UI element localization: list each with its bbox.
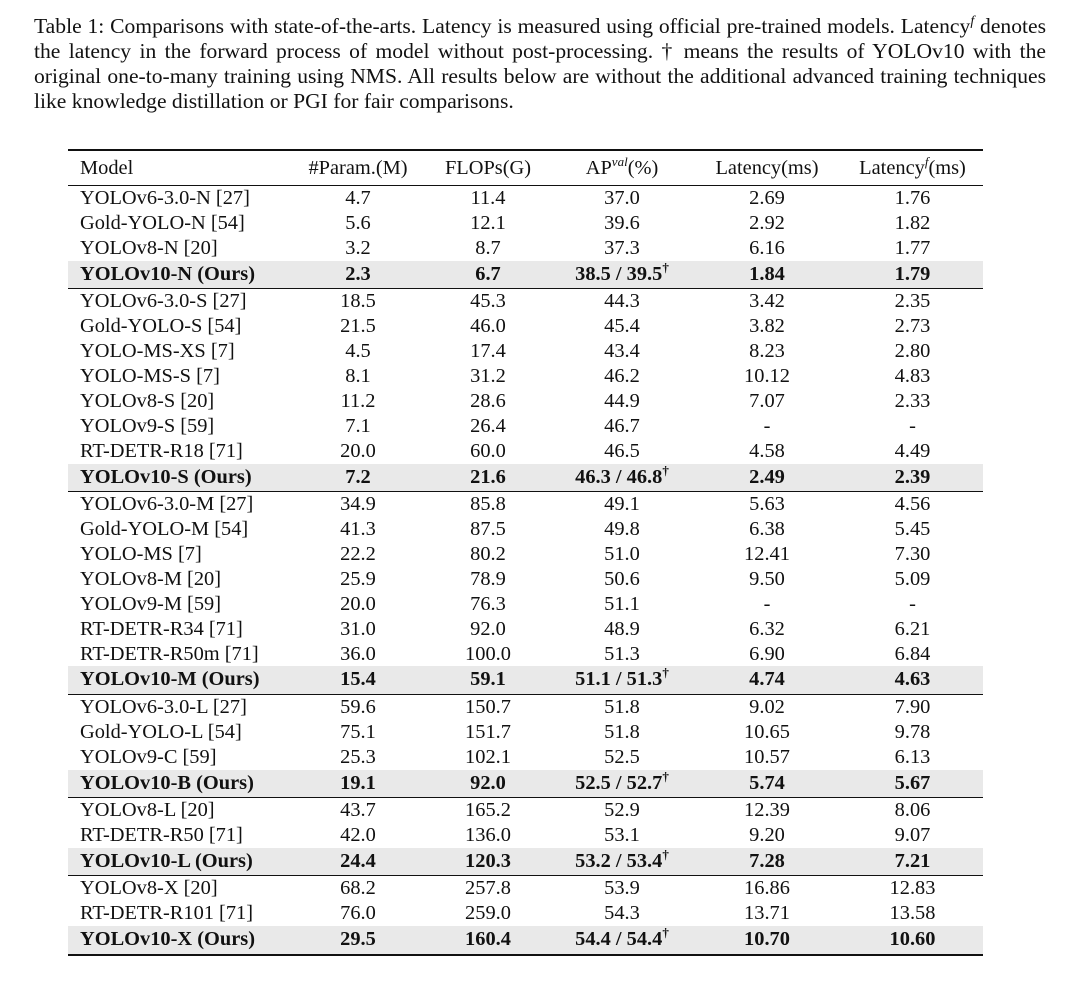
table-row-ours: [68, 464, 983, 492]
cell-params: 34.9: [340, 493, 376, 516]
cell-flops: 80.2: [470, 542, 506, 565]
cell-model: YOLOv8-X [20]: [80, 877, 218, 900]
cell-latency-f: 5.09: [894, 567, 931, 590]
table-row: [68, 339, 983, 364]
cell-ap-value: 54.4 / 54.4: [575, 928, 663, 951]
cell-params: 18.5: [340, 290, 376, 313]
cell-ap: 37.3: [604, 236, 640, 259]
cell-latency: 3.82: [749, 315, 785, 338]
caption-superscript-f: f: [970, 13, 975, 29]
cell-flops: 165.2: [465, 799, 511, 822]
cell-ap-value: 52.5 / 52.7: [575, 771, 663, 794]
cell-latency: 2.49: [692, 464, 842, 492]
cell-latency: 7.07: [749, 389, 785, 412]
cell-latency: 4.74: [692, 666, 842, 694]
cell-model: RT-DETR-R101 [71]: [80, 902, 254, 925]
table-row: [68, 364, 983, 389]
cell-latency: 9.50: [749, 567, 785, 590]
header-row: [68, 150, 983, 186]
cell-ap: 44.9: [604, 389, 640, 412]
cell-ap: 51.8: [604, 695, 640, 718]
cell-ap: [552, 848, 692, 876]
cell-params: 36.0: [340, 642, 376, 665]
cell-ap: 51.3: [604, 642, 640, 665]
header-latency: Latency(ms): [715, 156, 819, 179]
cell-latency-f: 9.07: [894, 824, 931, 847]
cell-params: 2.3: [292, 261, 424, 289]
cell-latency: 10.57: [744, 745, 790, 768]
cell-model: YOLOv8-M [20]: [80, 567, 222, 590]
cell-model: YOLOv6-3.0-S [27]: [80, 290, 247, 313]
header-latf-sup: f: [924, 153, 929, 169]
cell-ap: 46.7: [604, 414, 640, 437]
table-row: [68, 720, 983, 745]
cell-latency: 10.12: [744, 364, 790, 387]
cell-params: 29.5: [292, 926, 424, 955]
cell-params: 8.1: [345, 364, 371, 387]
cell-latency-f: 8.06: [894, 799, 931, 822]
cell-model: RT-DETR-R50m [71]: [80, 642, 259, 665]
cell-params: 59.6: [340, 695, 376, 718]
header-ap-text: AP: [585, 156, 612, 179]
cell-ap: 39.6: [604, 211, 640, 234]
cell-ap: 51.8: [604, 720, 640, 743]
dagger-mark: †: [662, 665, 669, 681]
cell-ap: [552, 770, 692, 798]
cell-latency: 5.63: [749, 493, 785, 516]
cell-latency: 3.42: [749, 290, 785, 313]
cell-latency: 16.86: [744, 877, 790, 900]
cell-latency: 12.41: [744, 542, 790, 565]
cell-latency-f: 6.84: [894, 642, 931, 665]
cell-flops: 85.8: [470, 493, 506, 516]
cell-ap-value: 46.3 / 46.8: [575, 465, 663, 488]
header-ap-sup: val: [611, 153, 628, 169]
cell-latency-f: 4.56: [894, 493, 931, 516]
dagger-mark: †: [662, 925, 669, 941]
cell-model: YOLO-MS [7]: [80, 542, 202, 565]
cell-latency: 2.69: [749, 187, 785, 209]
cell-model: YOLOv10-L (Ours): [68, 848, 292, 876]
cell-latency-f: 13.58: [889, 902, 936, 925]
cell-latency-f: -: [909, 414, 916, 437]
table-row-ours: [68, 848, 983, 876]
cell-flops: 11.4: [470, 187, 506, 209]
table-row: [68, 617, 983, 642]
table-row: [68, 745, 983, 770]
header-flops: FLOPs(G): [444, 156, 532, 179]
cell-latency: 13.71: [744, 902, 790, 925]
cell-flops: 78.9: [470, 567, 506, 590]
header-latency-f: [842, 150, 983, 186]
cell-params: 15.4: [292, 666, 424, 694]
cell-latency: 9.02: [749, 695, 785, 718]
cell-ap: 46.5: [604, 439, 640, 462]
cell-model: YOLO-MS-XS [7]: [80, 340, 235, 363]
cell-latency-f: 4.49: [894, 439, 931, 462]
cell-params: 20.0: [340, 592, 376, 615]
cell-model: Gold-YOLO-S [54]: [80, 315, 242, 338]
cell-flops: 28.6: [470, 389, 506, 412]
table-row: [68, 901, 983, 926]
cell-ap: 37.0: [604, 187, 640, 209]
cell-ap: 49.1: [604, 493, 640, 516]
comparison-table: [68, 149, 983, 956]
cell-flops: 12.1: [470, 211, 506, 234]
cell-ap: 50.6: [604, 567, 640, 590]
cell-latency-f: 7.21: [842, 848, 983, 876]
table-row: [68, 186, 983, 211]
cell-ap: 51.1: [604, 592, 640, 615]
cell-model: YOLOv10-M (Ours): [68, 666, 292, 694]
cell-latency-f: 1.76: [894, 187, 931, 209]
cell-flops: 46.0: [470, 315, 506, 338]
cell-ap: 51.0: [604, 542, 640, 565]
table-row: [68, 876, 983, 901]
dagger-mark: †: [662, 847, 669, 863]
table-row: [68, 439, 983, 464]
cell-params: 7.2: [292, 464, 424, 492]
cell-model: RT-DETR-R18 [71]: [80, 439, 243, 462]
cell-model: Gold-YOLO-M [54]: [80, 517, 249, 540]
cell-ap: 54.3: [604, 902, 640, 925]
table-row: [68, 414, 983, 439]
cell-latency-f: 2.35: [894, 290, 931, 313]
cell-ap-value: 53.2 / 53.4: [575, 849, 663, 872]
header-ap-unit: (%): [627, 156, 659, 179]
header-latf-unit: (ms): [928, 156, 966, 179]
cell-latency: -: [763, 414, 771, 437]
cell-flops: 76.3: [470, 592, 506, 615]
cell-latency: 10.70: [692, 926, 842, 955]
cell-latency: 6.32: [749, 617, 785, 640]
cell-latency-f: 10.60: [842, 926, 983, 955]
cell-ap: 49.8: [604, 517, 640, 540]
cell-ap: [552, 464, 692, 492]
cell-ap: 45.4: [604, 315, 640, 338]
cell-flops: 92.0: [470, 617, 506, 640]
cell-params: 3.2: [345, 236, 371, 259]
cell-latency: 9.20: [749, 824, 785, 847]
cell-latency-f: 4.83: [894, 364, 931, 387]
cell-flops: 31.2: [470, 364, 506, 387]
cell-flops: 8.7: [475, 236, 501, 259]
cell-flops: 17.4: [470, 340, 506, 363]
cell-latency-f: 6.21: [894, 617, 931, 640]
cell-ap-value: 38.5 / 39.5: [575, 262, 663, 285]
cell-model: YOLOv10-N (Ours): [68, 261, 292, 289]
cell-flops: 87.5: [470, 517, 506, 540]
cell-ap: 52.5: [604, 745, 640, 768]
cell-model: RT-DETR-R50 [71]: [80, 824, 243, 847]
cell-params: 25.3: [340, 745, 376, 768]
dagger-mark: †: [662, 462, 669, 478]
cell-flops: 120.3: [424, 848, 552, 876]
cell-params: 25.9: [340, 567, 376, 590]
table-row: [68, 389, 983, 414]
cell-latency-f: 6.13: [894, 745, 931, 768]
cell-params: 7.1: [345, 414, 371, 437]
cell-model: YOLOv6-3.0-M [27]: [80, 493, 254, 516]
cell-model: YOLOv6-3.0-L [27]: [80, 695, 247, 718]
cell-latency: 7.28: [692, 848, 842, 876]
cell-latency: 10.65: [744, 720, 790, 743]
cell-latency: 6.38: [749, 517, 785, 540]
cell-params: 43.7: [340, 799, 376, 822]
cell-model: YOLOv8-S [20]: [80, 389, 215, 412]
cell-model: RT-DETR-R34 [71]: [80, 617, 243, 640]
cell-ap: 46.2: [604, 364, 640, 387]
table-row: [68, 567, 983, 592]
cell-latency: -: [763, 592, 771, 615]
cell-ap: [552, 261, 692, 289]
table-row: [68, 798, 983, 823]
table-row: [68, 592, 983, 617]
cell-latency: 8.23: [749, 340, 785, 363]
cell-params: 24.4: [292, 848, 424, 876]
header-model: Model: [80, 156, 134, 179]
cell-params: 31.0: [340, 617, 376, 640]
cell-model: YOLOv8-N [20]: [80, 236, 218, 259]
cell-model: YOLOv9-S [59]: [80, 414, 215, 437]
table-row: [68, 211, 983, 236]
caption-text-1: Table 1: Comparisons with state-of-the-arts. Latency is measured using official pre-trained models. Latency: [34, 14, 971, 38]
cell-latency-f: 12.83: [889, 877, 936, 900]
cell-flops: 160.4: [424, 926, 552, 955]
cell-flops: 257.8: [465, 877, 511, 900]
cell-flops: 59.1: [424, 666, 552, 694]
cell-latency: 4.58: [749, 439, 785, 462]
cell-model: YOLO-MS-S [7]: [80, 364, 220, 387]
cell-model: YOLOv10-X (Ours): [68, 926, 292, 955]
cell-params: 11.2: [340, 389, 376, 412]
cell-model: YOLOv6-3.0-N [27]: [80, 187, 250, 209]
table-row: [68, 289, 983, 314]
cell-ap: 52.9: [604, 799, 640, 822]
cell-params: 75.1: [340, 720, 376, 743]
header-ap: [552, 150, 692, 186]
table-row-ours: [68, 261, 983, 289]
cell-latency-f: 9.78: [894, 720, 931, 743]
cell-ap: 48.9: [604, 617, 640, 640]
cell-latency-f: 4.63: [842, 666, 983, 694]
cell-flops: 136.0: [465, 824, 511, 847]
cell-latency-f: 2.80: [894, 340, 931, 363]
cell-latency-f: 7.90: [894, 695, 931, 718]
comparison-table-container: [68, 149, 983, 956]
cell-params: 4.7: [345, 187, 371, 209]
table-row-ours: [68, 926, 983, 955]
cell-ap: 53.9: [604, 877, 640, 900]
cell-latency: 2.92: [749, 211, 785, 234]
cell-ap-value: 51.1 / 51.3: [575, 668, 663, 691]
cell-flops: 102.1: [465, 745, 511, 768]
cell-flops: 60.0: [470, 439, 506, 462]
cell-latency: 5.74: [692, 770, 842, 798]
header-params: #Param.(M): [308, 156, 408, 179]
cell-flops: 6.7: [424, 261, 552, 289]
cell-flops: 151.7: [465, 720, 511, 743]
dagger-mark: †: [662, 768, 669, 784]
cell-latency-f: 1.82: [894, 211, 931, 234]
table-row: [68, 542, 983, 567]
cell-params: 42.0: [340, 824, 376, 847]
cell-latency-f: 7.30: [894, 542, 931, 565]
cell-model: Gold-YOLO-N [54]: [80, 211, 245, 234]
cell-latency-f: 2.73: [894, 315, 931, 338]
table-caption: [34, 14, 1046, 114]
table-body: [68, 186, 983, 955]
cell-flops: 26.4: [470, 414, 506, 437]
cell-latency: 1.84: [692, 261, 842, 289]
cell-latency: 12.39: [744, 799, 790, 822]
table-row: [68, 517, 983, 542]
table-row: [68, 642, 983, 667]
cell-flops: 100.0: [465, 642, 511, 665]
table-row: [68, 236, 983, 261]
cell-params: 4.5: [345, 340, 371, 363]
cell-flops: 21.6: [424, 464, 552, 492]
cell-flops: 259.0: [465, 902, 511, 925]
table-row: [68, 823, 983, 848]
cell-params: 68.2: [340, 877, 376, 900]
cell-latency-f: 1.79: [842, 261, 983, 289]
cell-latency-f: 5.45: [894, 517, 931, 540]
caption-text-2: denotes the latency in the forward process of model without post-processing. † means the results of YOLOv10 with the original one-to-many training using NMS. All results below are without the additional advanced training techniques like knowledge distillation or PGI for fair comparisons.: [34, 14, 1046, 113]
table-row-ours: [68, 666, 983, 694]
cell-model: YOLOv9-C [59]: [80, 745, 217, 768]
cell-ap: 43.4: [604, 340, 640, 363]
cell-params: 21.5: [340, 315, 376, 338]
cell-model: YOLOv10-B (Ours): [68, 770, 292, 798]
cell-params: 5.6: [345, 211, 371, 234]
cell-model: YOLOv10-S (Ours): [68, 464, 292, 492]
cell-flops: 92.0: [424, 770, 552, 798]
cell-params: 22.2: [340, 542, 376, 565]
cell-latency-f: 5.67: [842, 770, 983, 798]
cell-model: YOLOv9-M [59]: [80, 592, 222, 615]
cell-flops: 45.3: [470, 290, 506, 313]
cell-latency-f: -: [909, 592, 916, 615]
cell-latency-f: 2.39: [842, 464, 983, 492]
cell-params: 20.0: [340, 439, 376, 462]
cell-params: 19.1: [292, 770, 424, 798]
cell-ap: 44.3: [604, 290, 640, 313]
cell-ap: 53.1: [604, 824, 640, 847]
cell-flops: 150.7: [465, 695, 511, 718]
table-row-ours: [68, 770, 983, 798]
cell-params: 41.3: [340, 517, 376, 540]
cell-latency: 6.90: [749, 642, 785, 665]
cell-latency-f: 1.77: [894, 236, 931, 259]
table-row: [68, 314, 983, 339]
cell-latency: 6.16: [749, 236, 785, 259]
table-row: [68, 492, 983, 517]
dagger-mark: †: [662, 259, 669, 275]
header-latf-text: Latency: [859, 156, 925, 179]
cell-latency-f: 2.33: [894, 389, 931, 412]
cell-params: 76.0: [340, 902, 376, 925]
table-header: [68, 150, 983, 186]
cell-ap: [552, 926, 692, 955]
table-row: [68, 694, 983, 719]
cell-ap: [552, 666, 692, 694]
cell-model: YOLOv8-L [20]: [80, 799, 215, 822]
cell-model: Gold-YOLO-L [54]: [80, 720, 242, 743]
